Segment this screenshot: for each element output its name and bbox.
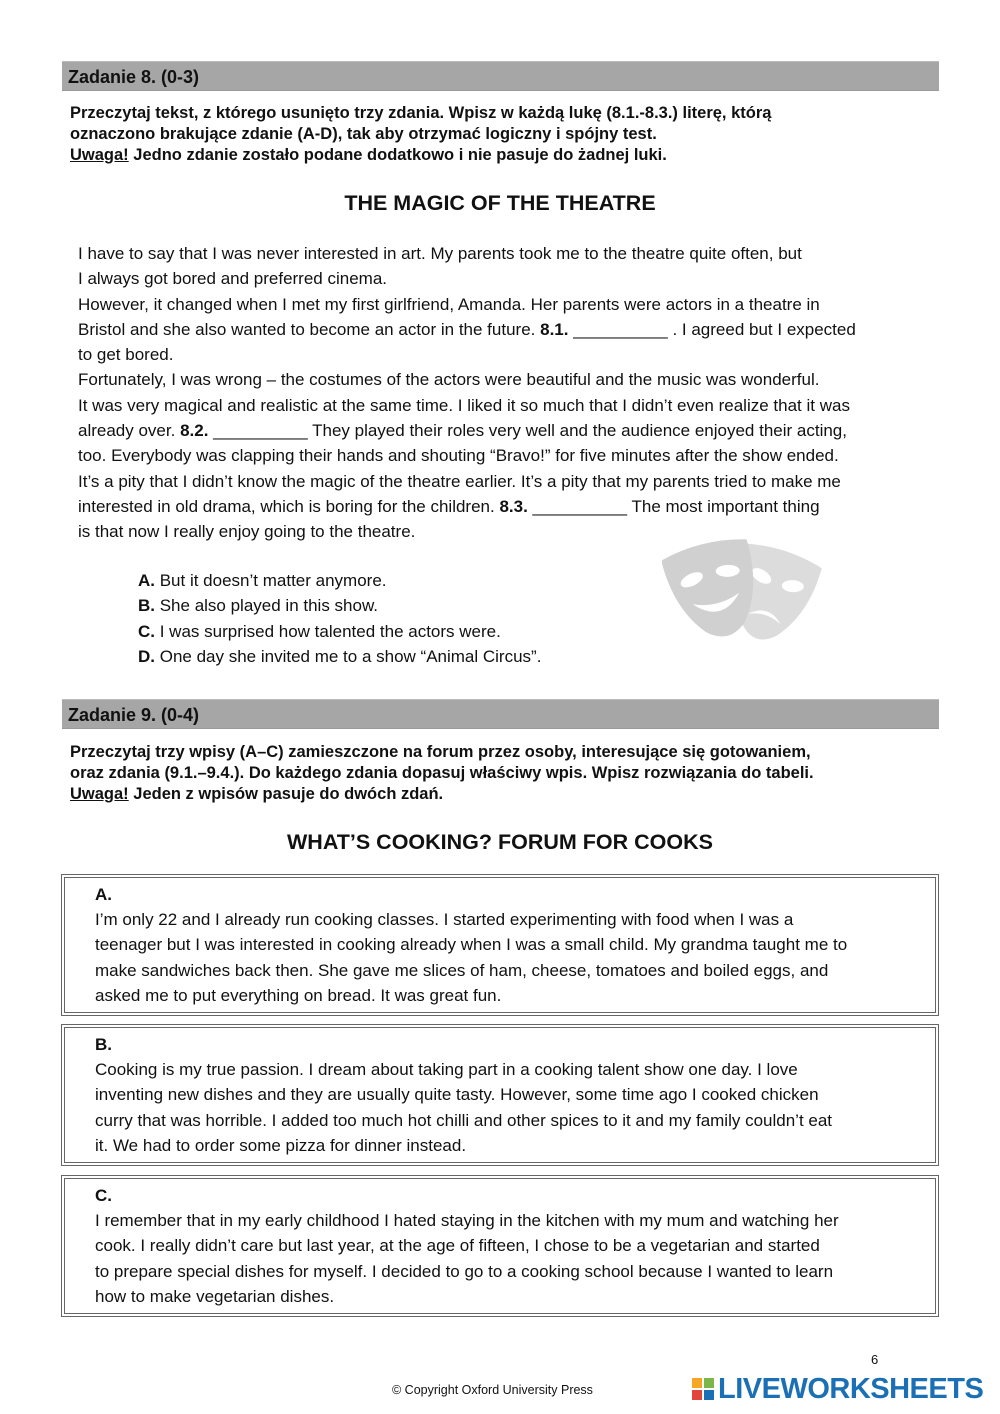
option-letter: B. bbox=[138, 596, 155, 616]
instruction-line: Przeczytaj trzy wpisy (A–C) zamieszczone na forum przez osoby, interesujące się gotowaniem, bbox=[70, 743, 811, 761]
post-line: make sandwiches back then. She gave me slices of ham, cheese, tomatoes and boiled eggs, and bbox=[95, 960, 829, 980]
text-segment: already over. bbox=[78, 421, 181, 441]
task8-text bbox=[78, 241, 958, 545]
post-line: I’m only 22 and I already run cooking classes. I started experimenting with food when I was a bbox=[95, 910, 794, 929]
post-line: I remember that in my early childhood I hated staying in the kitchen with my mum and watching her bbox=[95, 1211, 839, 1230]
logo-block bbox=[704, 1378, 714, 1388]
text-line: I always got bored and preferred cinema. bbox=[78, 269, 388, 289]
gap-8-2-label: 8.2. bbox=[180, 421, 209, 441]
option-text: One day she invited me to a show “Animal Circus”. bbox=[155, 646, 542, 666]
text-line: It was very magical and realistic at the same time. I liked it so much that I didn’t even realize that it was bbox=[78, 395, 850, 415]
instruction-line: oznaczono brakujące zdanie (A-D), tak aby otrzymać logiczny i spójny test. bbox=[70, 125, 657, 143]
instruction-note bbox=[70, 145, 950, 166]
post-line: how to make vegetarian dishes. bbox=[95, 1286, 335, 1306]
text-line: I have to say that I was never interested in art. My parents took me to the theatre quite often, but bbox=[78, 244, 802, 263]
post-letter: A. bbox=[95, 885, 112, 904]
text-line bbox=[78, 317, 958, 342]
post-line: to prepare special dishes for myself. I decided to go to a cooking school because I wanted to learn bbox=[95, 1261, 834, 1281]
task9-title: WHAT’S COOKING? FORUM FOR COOKS bbox=[287, 830, 713, 854]
gap-8-1-label: 8.1. bbox=[540, 319, 569, 339]
post-letter: C. bbox=[95, 1186, 112, 1205]
text-line: is that now I really enjoy going to the theatre. bbox=[78, 522, 416, 542]
liveworksheets-logo[interactable] bbox=[692, 1373, 983, 1405]
gap-8-3-label: 8.3. bbox=[499, 496, 528, 516]
gap-8-3-blank[interactable]: __________ The most important thing bbox=[527, 496, 820, 516]
instruction-line: Przeczytaj tekst, z którego usunięto trzy zdania. Wpisz w każdą lukę (8.1.-8.3.) literę, którą bbox=[70, 104, 772, 122]
theatre-masks-icon bbox=[662, 532, 822, 662]
task9-instructions bbox=[70, 742, 950, 805]
text-line: too. Everybody was clapping their hands and shouting “Bravo!” for five minutes after the show ended. bbox=[78, 446, 839, 466]
note-text: Jedno zdanie zostało podane dodatkowo i nie pasuje do żadnej luki. bbox=[128, 146, 667, 164]
option-c bbox=[138, 619, 541, 644]
option-text: But it doesn’t matter anymore. bbox=[155, 571, 387, 590]
logo-block bbox=[692, 1390, 702, 1400]
option-text: She also played in this show. bbox=[155, 596, 379, 616]
note-label: Uwaga! bbox=[70, 146, 129, 164]
text-line: to get bored. bbox=[78, 345, 174, 365]
text-segment: Bristol and she also wanted to become an actor in the future. bbox=[78, 319, 541, 339]
page-number: 6 bbox=[871, 1352, 879, 1367]
option-letter: D. bbox=[138, 646, 155, 666]
text-line: However, it changed when I met my first girlfriend, Amanda. Her parents were actors in a theatre in bbox=[78, 294, 820, 314]
logo-text: LIVEWORKSHEETS bbox=[718, 1372, 984, 1405]
forum-post-c bbox=[61, 1175, 939, 1317]
logo-blocks-icon bbox=[692, 1378, 714, 1400]
post-line: inventing new dishes and they are usually quite tasty. However, some time ago I cooked chicken bbox=[95, 1085, 819, 1105]
gap-8-1-blank[interactable]: __________ . I agreed but I expected bbox=[568, 319, 856, 339]
post-line: Cooking is my true passion. I dream about taking part in a cooking talent show one day. I love bbox=[95, 1060, 798, 1079]
text-line: It’s a pity that I didn’t know the magic of the theatre earlier. It’s a pity that my parents tried to make me bbox=[78, 471, 841, 491]
text-line bbox=[78, 494, 958, 519]
note-label: Uwaga! bbox=[70, 785, 129, 803]
instruction-line: oraz zdania (9.1.–9.4.). Do każdego zdania dopasuj właściwy wpis. Wpisz rozwiązania do tabeli. bbox=[70, 764, 814, 782]
task8-instructions bbox=[70, 103, 950, 166]
post-line: asked me to put everything on bread. It was great fun. bbox=[95, 985, 502, 1005]
task8-header: Zadanie 8. (0-3) bbox=[62, 61, 939, 91]
task9-header: Zadanie 9. (0-4) bbox=[62, 699, 939, 729]
option-b bbox=[138, 593, 541, 618]
option-letter: C. bbox=[138, 621, 155, 641]
text-segment: interested in old drama, which is boring for the children. bbox=[78, 496, 500, 516]
instruction-note bbox=[70, 784, 950, 805]
post-letter: B. bbox=[95, 1035, 112, 1054]
copyright: © Copyright Oxford University Press bbox=[392, 1383, 593, 1397]
gap-8-2-blank[interactable]: __________ They played their roles very well and the audience enjoyed their acting, bbox=[208, 421, 847, 441]
option-letter: A. bbox=[138, 571, 155, 590]
task8-title: THE MAGIC OF THE THEATRE bbox=[344, 191, 656, 215]
option-d bbox=[138, 644, 541, 669]
forum-post-b bbox=[61, 1024, 939, 1166]
post-line: cook. I really didn’t care but last year, at the age of fifteen, I chose to be a vegetarian and started bbox=[95, 1236, 820, 1256]
post-line: curry that was horrible. I added too much hot chilli and other spices to it and my family couldn’t eat bbox=[95, 1110, 833, 1130]
forum-post-a bbox=[61, 874, 939, 1016]
task8-options bbox=[138, 568, 541, 669]
option-text: I was surprised how talented the actors were. bbox=[155, 621, 501, 641]
text-line: Fortunately, I was wrong – the costumes of the actors were beautiful and the music was wonderful. bbox=[78, 370, 820, 390]
logo-block bbox=[692, 1378, 702, 1388]
post-line: teenager but I was interested in cooking already when I was a small child. My grandma taught me to bbox=[95, 935, 848, 955]
note-text: Jeden z wpisów pasuje do dwóch zdań. bbox=[128, 785, 444, 803]
logo-block bbox=[704, 1390, 714, 1400]
post-line: it. We had to order some pizza for dinner instead. bbox=[95, 1135, 467, 1155]
option-a bbox=[138, 568, 541, 593]
text-line bbox=[78, 418, 958, 443]
